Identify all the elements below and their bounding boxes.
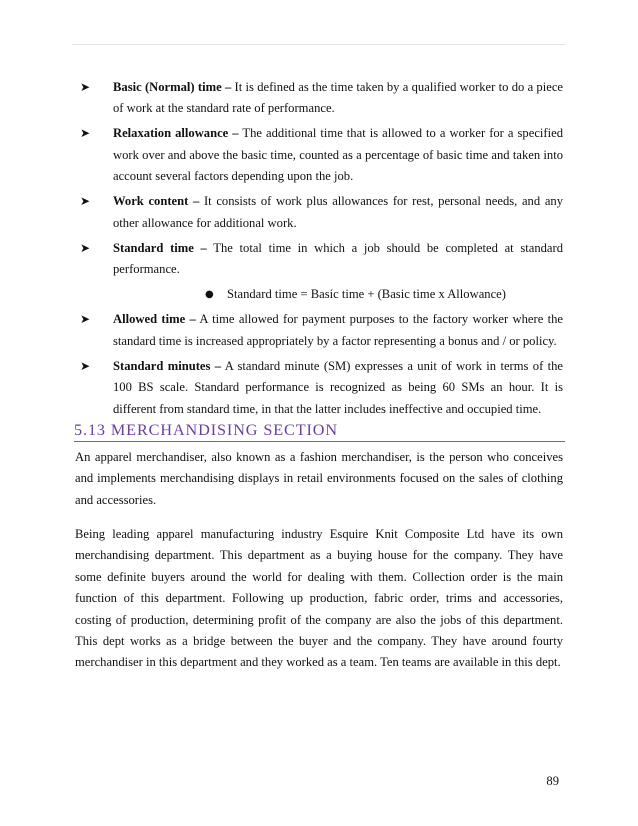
definition-term: Standard time –: [113, 240, 207, 255]
definition-text: The total time in which a job should be completed at standard performance.: [113, 240, 563, 277]
definition-term: Standard minutes –: [113, 358, 222, 373]
page-number: 89: [546, 774, 559, 788]
definition-item: [75, 309, 563, 352]
definition-text: The additional time that is allowed to a worker for a specified work over and above the basic time, counted as a percentage of basic time and taken into account several factors depending upon the job.: [113, 126, 563, 184]
definition-item: [75, 191, 563, 234]
paragraph: Being leading apparel manufacturing industry Esquire Knit Composite Ltd have its own merchandising department. This department as a buying house for the company. They have some definite buyers around the world for dealing with them. Collection order is the main function of this department. Following up production, fabric order, trims and accessories, costing of production, determining profit of the company are also the jobs of this department. This dept works as a bridge between the buyer and the company. They have around fourty merchandiser in this department and they worked as a team. Ten teams are available in this dept.: [75, 527, 563, 670]
arrowhead-bullet-icon: ➤: [80, 358, 91, 373]
definition-term: Allowed time –: [113, 312, 196, 327]
definition-text: It is defined as the time taken by a qualified worker to do a piece of work at the standard rate of performance.: [113, 80, 563, 116]
definition-text: It consists of work plus allowances for rest, personal needs, and any other allowance for additional work.: [113, 194, 563, 230]
arrowhead-bullet-icon: ➤: [80, 126, 91, 141]
paragraph: An apparel merchandiser, also known as a fashion merchandiser, is the person who conceives and implements merchandising displays in retail environments focused on the sales of clothing and accessories.: [75, 450, 563, 507]
arrowhead-bullet-icon: ➤: [80, 240, 91, 255]
definition-text: A time allowed for payment purposes to the factory worker where the standard time is increased appropriately by a factor representing a bonus and / or policy.: [113, 312, 563, 348]
formula-item: [75, 284, 563, 305]
round-bullet-icon: ●: [205, 289, 214, 301]
arrowhead-bullet-icon: ➤: [80, 80, 91, 94]
definition-item: [75, 356, 563, 420]
definition-list: [75, 77, 563, 424]
definition-item: [75, 77, 563, 120]
arrowhead-bullet-icon: ➤: [80, 312, 91, 327]
formula-text: Standard time = Basic time + (Basic time x Allowance): [227, 287, 506, 302]
arrowhead-bullet-icon: ➤: [80, 194, 91, 209]
definition-item: [75, 123, 563, 187]
definition-term: Relaxation allowance –: [113, 126, 239, 141]
definition-item: [75, 238, 563, 281]
definition-term: Basic (Normal) time –: [113, 80, 232, 94]
section-heading: 5.13 MERCHANDISING SECTION: [74, 420, 565, 442]
header-rule: [72, 44, 566, 45]
definition-text: A standard minute (SM) expresses a unit of work in terms of the 100 BS scale. Standard performance is recognized as being 60 SMs an hour. It is different from standard time, in that the latter includes ineffective and occupied time.: [113, 358, 563, 416]
definition-term: Work content –: [113, 194, 200, 209]
